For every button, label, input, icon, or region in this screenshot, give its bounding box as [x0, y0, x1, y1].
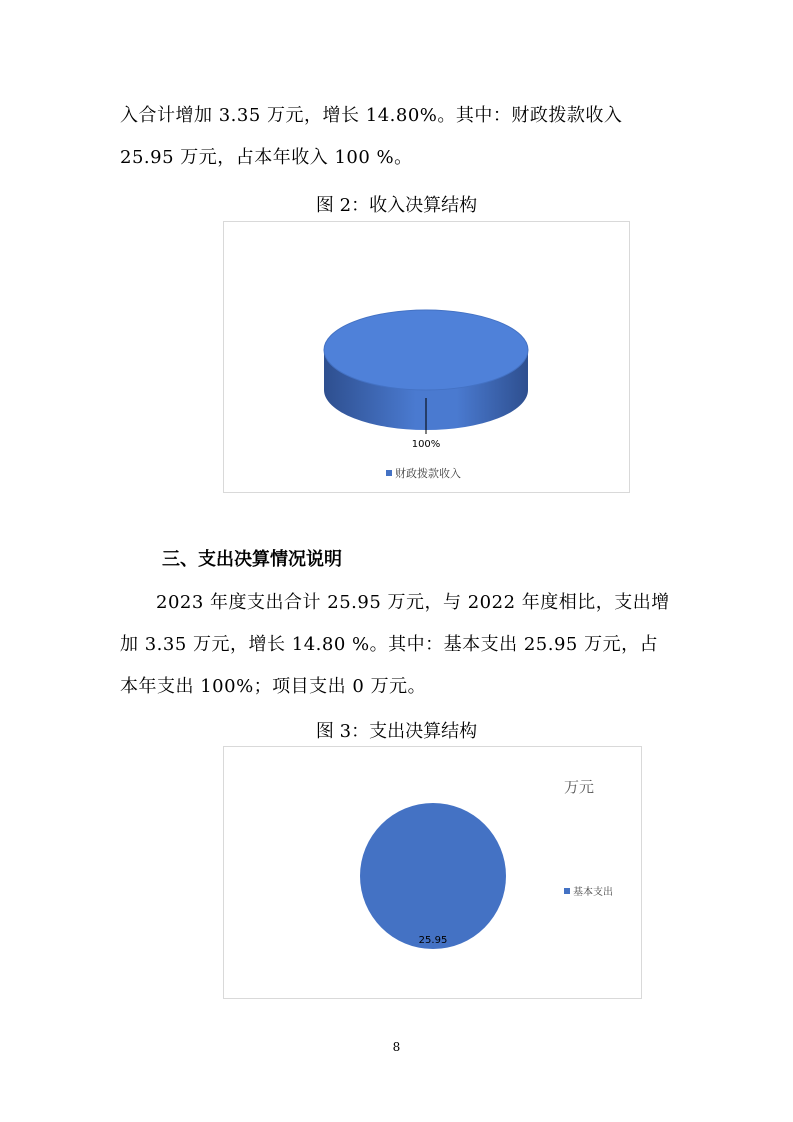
legend-label: 财政拨款收入	[395, 467, 461, 480]
legend-swatch	[564, 888, 570, 894]
pie-slice-top	[324, 310, 528, 390]
expense-pie-svg	[224, 747, 641, 998]
income-pie-svg	[224, 222, 629, 492]
expense-chart	[223, 746, 642, 999]
legend-swatch	[386, 470, 392, 476]
income-paragraph: 入合计增加 3.35 万元，增长 14.80%。其中：财政拨款收入 25.95 万元，占本年收入 100 %。	[120, 105, 623, 168]
figure-2-caption: 图 2：收入决算结构	[315, 195, 478, 216]
section-heading: 三、支出决算情况说明	[162, 549, 342, 570]
figure-3-caption: 图 3：支出决算结构	[315, 721, 478, 742]
income-chart	[223, 221, 630, 493]
chart-title: 万元	[563, 778, 595, 796]
pie-data-label: 100%	[411, 439, 441, 450]
expense-paragraph: 2023 年度支出合计 25.95 万元，与 2022 年度相比，支出增加 3.35 万元，增长 14.80 %。其中：基本支出 25.95 万元，占本年支出 100%；项目支出 0 万元。	[120, 592, 670, 697]
legend-label: 基本支出	[573, 887, 613, 898]
pie-slice	[360, 803, 506, 949]
pie-data-label: 25.95	[418, 935, 448, 946]
page-number: 8	[392, 1040, 401, 1054]
